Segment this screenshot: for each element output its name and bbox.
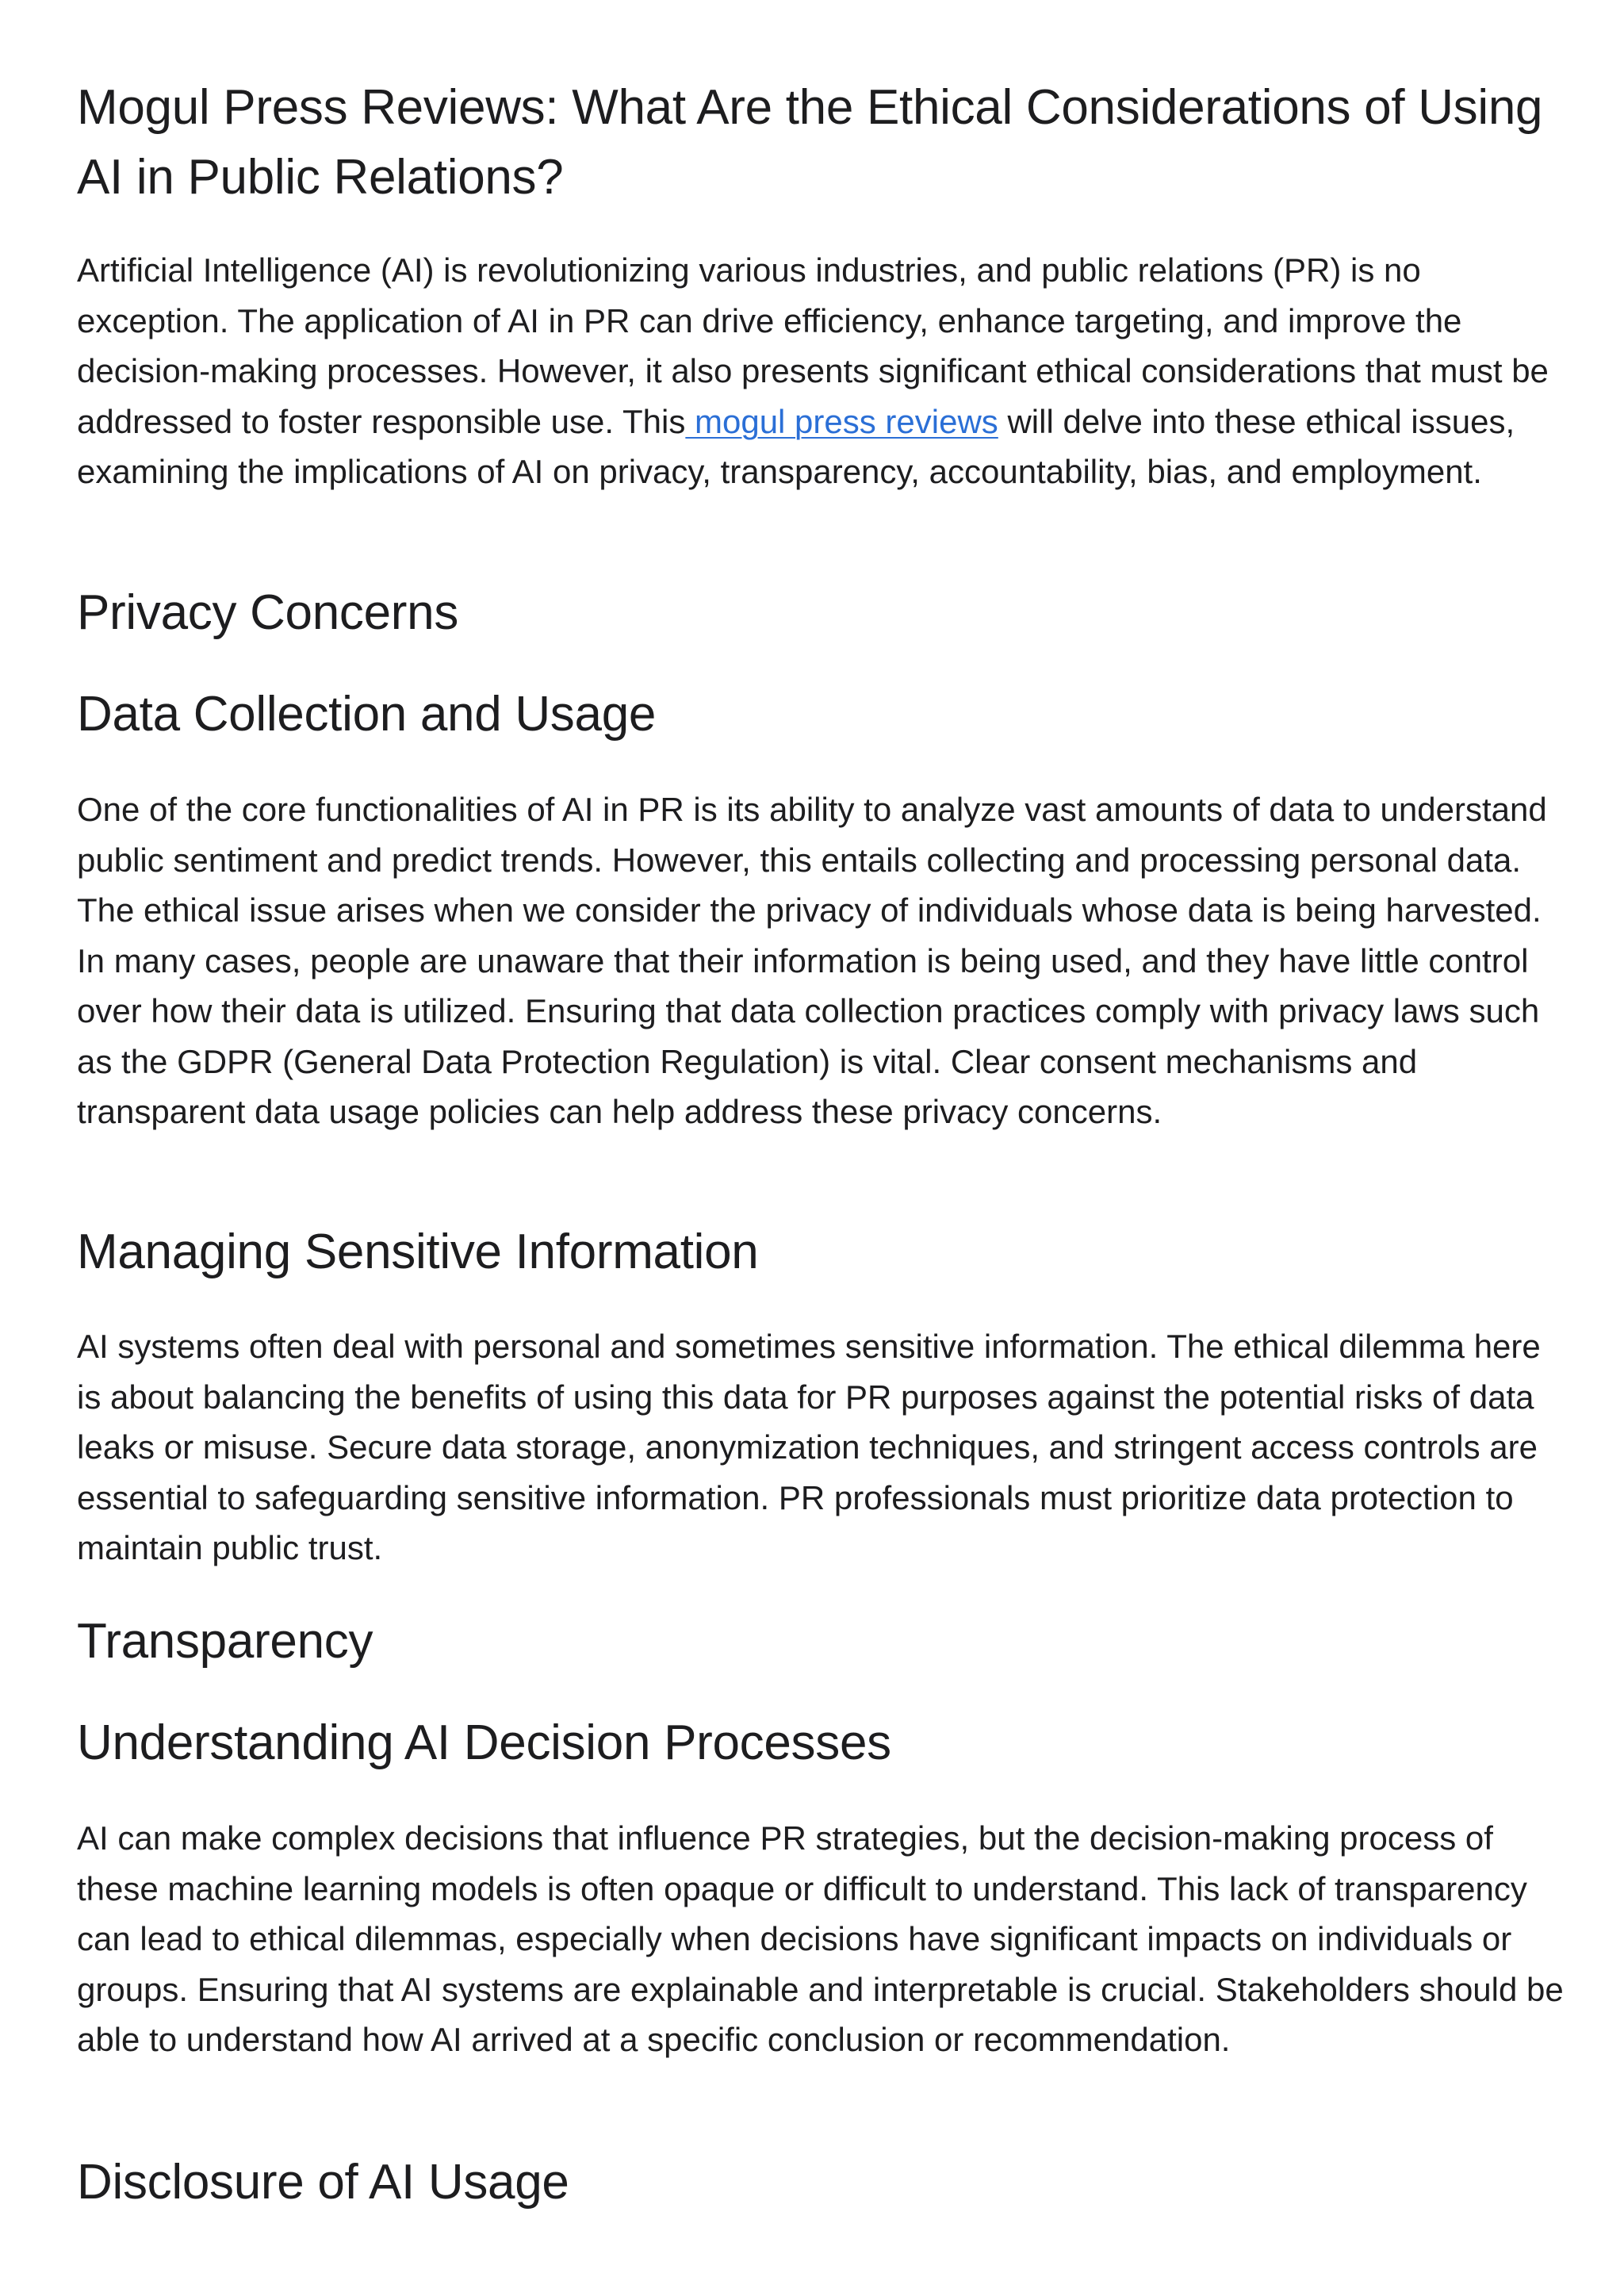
data-collection-paragraph: One of the core functionalities of AI in PR is its ability to analyze vast amounts of data to understand public sentiment and predict trends. However, this entails collecting and processing personal data. The ethical issue arises when we consider the privacy of individuals whose data is being harvested. In many cases, people are unaware that their information is being used, and they have little control over how their data is utilized. Ensuring that data collection practices comply with privacy laws such as the GDPR (General Data Protection Regulation) is vital. Clear consent mechanisms and transparent data usage policies can help address these privacy concerns. <box>77 791 1547 1130</box>
section-heading-disclosure-of-ai-usage: Disclosure of AI Usage <box>77 2155 569 2210</box>
section-heading-data-collection: Data Collection and Usage <box>77 687 657 742</box>
section-heading-privacy-concerns: Privacy Concerns <box>77 585 459 640</box>
page-title: Mogul Press Reviews: What Are the Ethical Considerations of Using AI in Public Relations? <box>77 80 1543 205</box>
decision-processes-paragraph: AI can make complex decisions that influence PR strategies, but the decision-making process of these machine learning models is often opaque or difficult to understand. This lack of transparency can lead to ethical dilemmas, especially when decisions have significant impacts on individuals or groups. Ensuring that AI systems are explainable and interpretable is crucial. Stakeholders should be able to understand how AI arrived at a specific conclusion or recommendation. <box>77 1819 1564 2058</box>
intro-text-after-link: will delve into these ethical issues, examining the implications of AI on privacy, transparency, accountability, bias, and employment. <box>77 402 1515 490</box>
intro-text-before-link: Artificial Intelligence (AI) is revolutionizing various industries, and public relations (PR) is no exception. The application of AI in PR can drive efficiency, enhance targeting, and improve the decision-making processes. However, it also presents significant ethical considerations that must be addressed to foster responsible use. This <box>77 251 1549 440</box>
section-heading-transparency: Transparency <box>77 1614 373 1669</box>
intro-paragraph <box>77 245 1568 497</box>
section-heading-managing-sensitive-information: Managing Sensitive Information <box>77 1225 759 1279</box>
section-heading-understanding-ai-decision-processes: Understanding AI Decision Processes <box>77 1715 891 1770</box>
mogul-press-reviews-link[interactable]: mogul press reviews <box>685 402 998 440</box>
sensitive-information-paragraph: AI systems often deal with personal and sometimes sensitive information. The ethical dilemma here is about balancing the benefits of using this data for PR purposes against the potential risks of data leaks or misuse. Secure data storage, anonymization techniques, and stringent access controls are essential to safeguarding sensitive information. PR professionals must prioritize data protection to maintain public trust. <box>77 1328 1541 1566</box>
